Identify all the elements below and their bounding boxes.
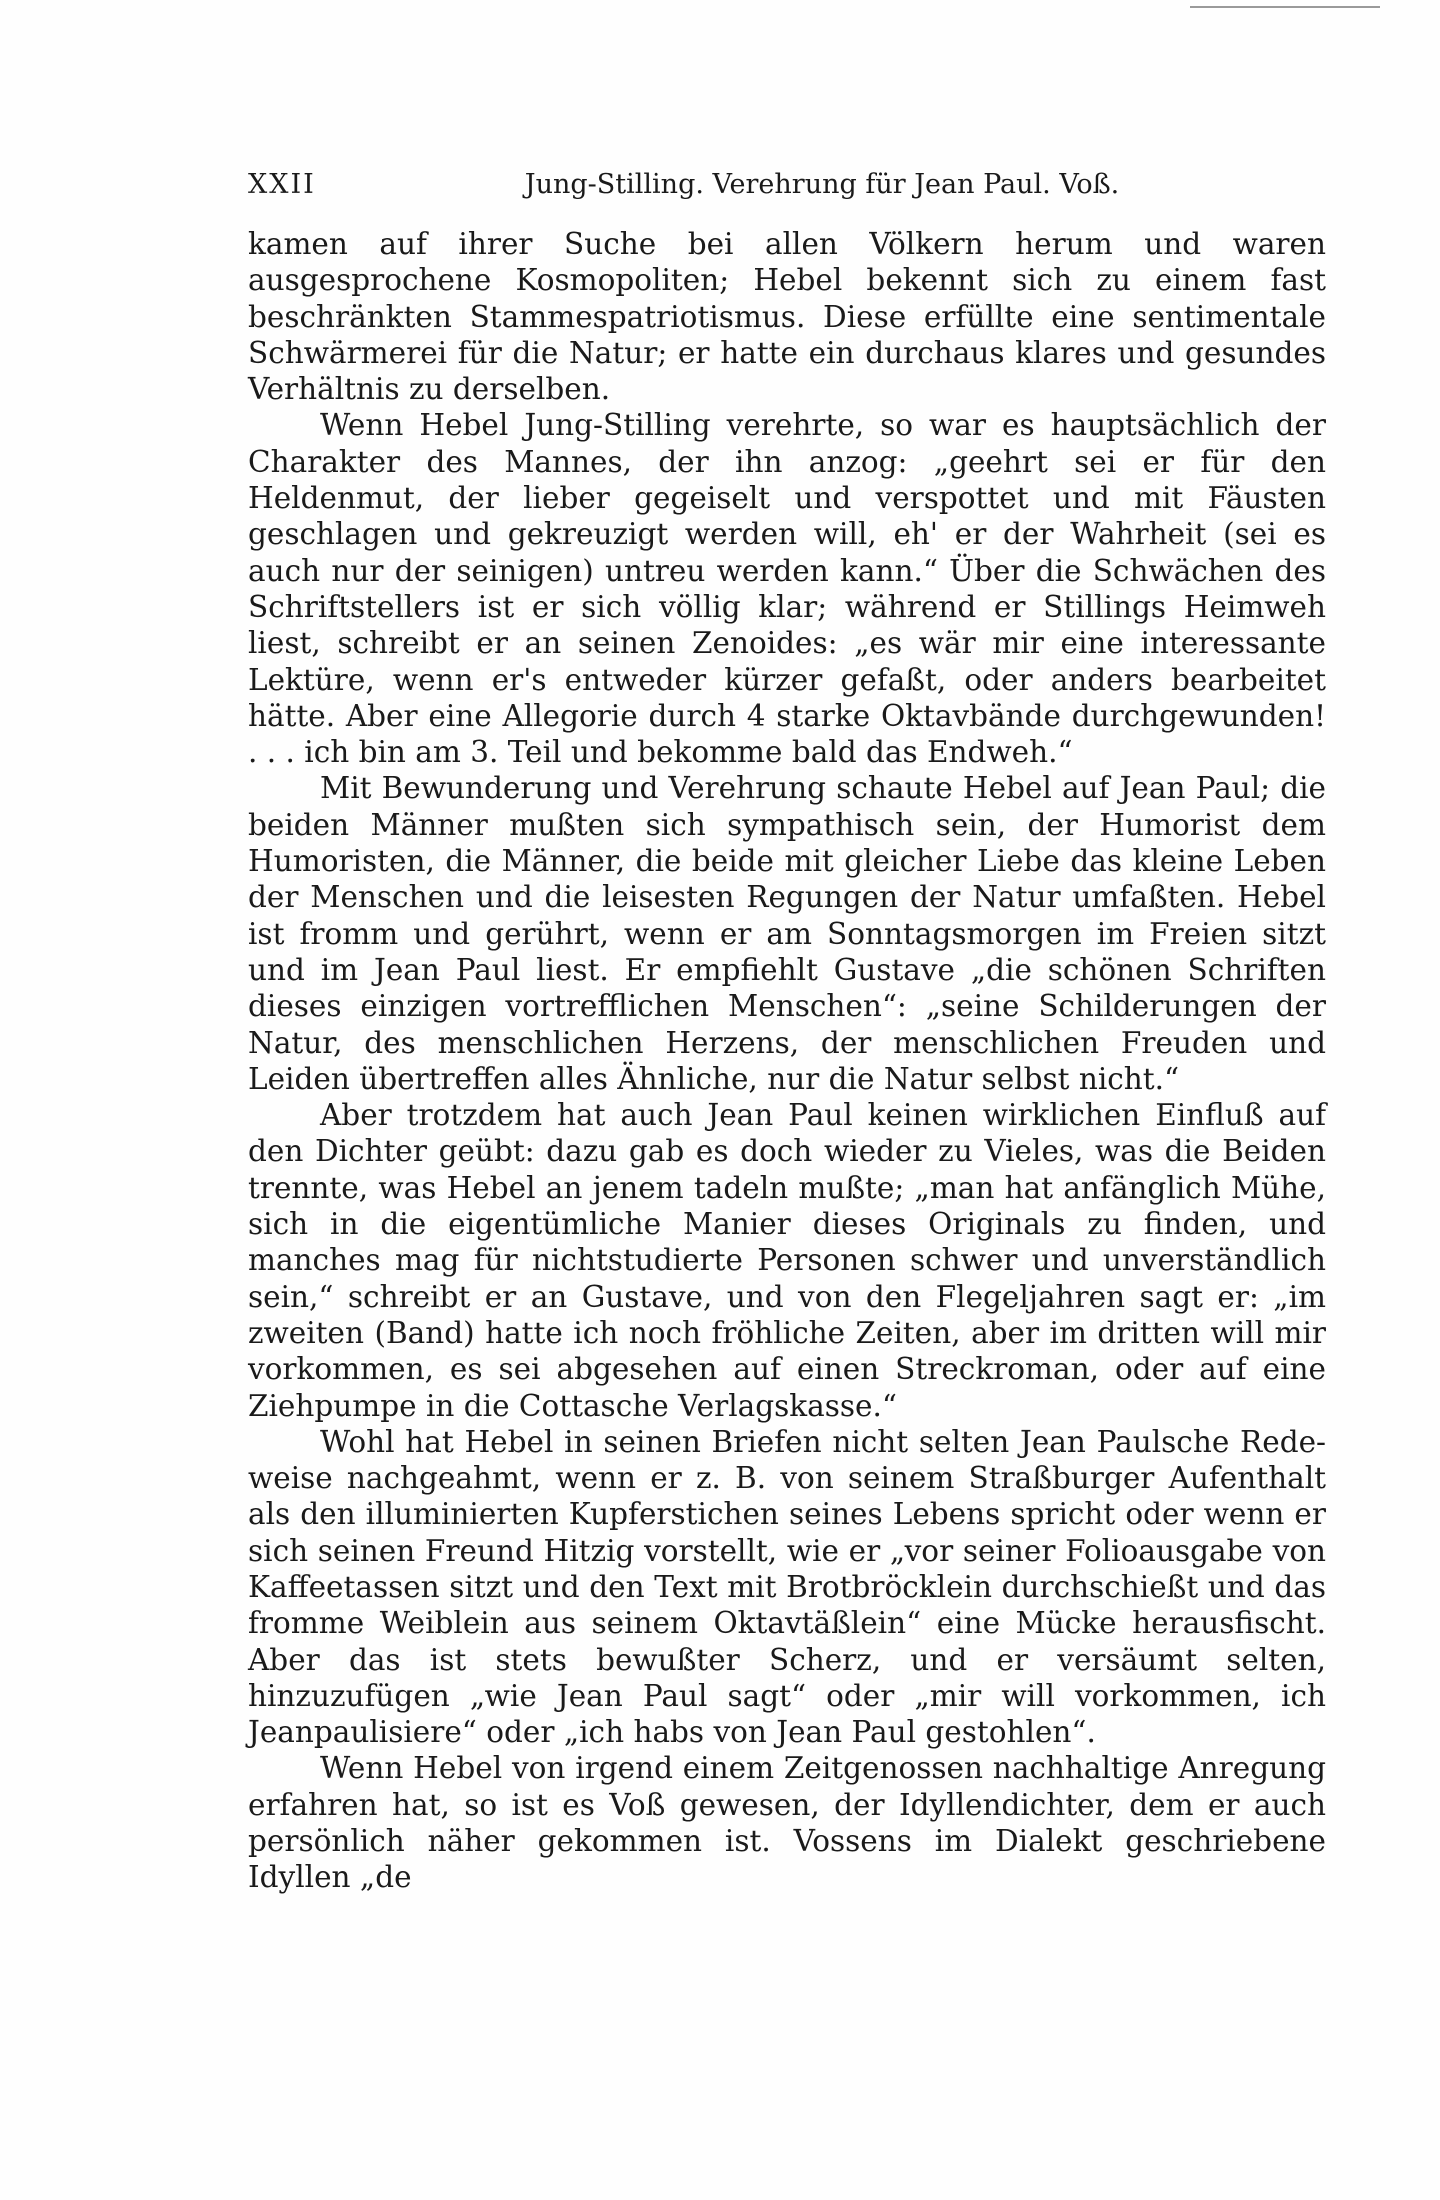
scan-edge-line bbox=[1190, 6, 1380, 8]
page-number: XXII bbox=[248, 169, 316, 200]
paragraph: Aber trotzdem hat auch Jean Paul keinen wirklichen Einfluß auf den Dichter geübt: dazu gab es doch wieder zu Vieles, was die Beiden trennte, was Hebel an jenem tadeln mußte; „man hat anfänglich Mühe, sich in die eigentümliche Manier dieses Originals zu finden, und manches mag für nichtstudierte Personen schwer und unverständlich sein,“ schreibt er an Gustave, und von den Flegeljahren sagt er: „im zweiten (Band) hatte ich noch fröhliche Zeiten, aber im dritten will mir vorkommen, es sei abgesehen auf einen Streckroman, oder auf eine Ziehpumpe in die Cottasche Verlagskasse.“ bbox=[248, 1098, 1326, 1423]
paragraph: Wohl hat Hebel in seinen Briefen nicht selten Jean Paulsche Redeweise nachgeahmt, wenn er z. B. von seinem Straßburger Aufenthalt als den illuminierten Kupferstichen seines Lebens spricht oder wenn er sich seinen Freund Hitzig vorstellt, wie er „vor seiner Folioausgabe von Kaffeetassen sitzt und den Text mit Brotbröcklein durchschießt und das fromme Weiblein aus seinem Oktavtäßlein“ eine Mücke herausfischt. Aber das ist stets bewußter Scherz, und er versäumt selten, hinzuzufügen „wie Jean Paul sagt“ oder „mir will vorkommen, ich Jeanpaulisiere“ oder „ich habs von Jean Paul gestohlen“. bbox=[248, 1424, 1326, 1750]
paragraph: Wenn Hebel Jung-Stilling verehrte, so war es hauptsächlich der Charakter des Mannes, der ihn anzog: „geehrt sei er für den Heldenmut, der lieber gegeiselt und verspottet und mit Fäusten geschlagen und gekreuzigt werden will, eh' er der Wahrheit (sei es auch nur der seinigen) untreu werden kann.“ Über die Schwächen des Schriftstellers ist er sich völlig klar; während er Stillings Heimweh liest, schreibt er an seinen Zenoides: „es wär mir eine interessante Lektüre, wenn er's entweder kürzer gefaßt, oder anders bearbeitet hätte. Aber eine Allegorie durch 4 starke Oktavbände durchgewunden! . . . ich bin am 3. Teil und bekomme bald das Endweh.“ bbox=[248, 408, 1326, 770]
paragraph: Wenn Hebel von irgend einem Zeitgenossen nachhaltige Anregung erfahren hat, so ist es Voß gewesen, der Idyllendichter, dem er auch persönlich näher gekommen ist. Vossens im Dialekt geschriebene Idyllen „de bbox=[248, 1751, 1326, 1895]
paragraph: Mit Bewunderung und Verehrung schaute Hebel auf Jean Paul; die beiden Männer mußten sich sympathisch sein, der Humorist dem Humoristen, die Männer, die beide mit gleicher Liebe das kleine Leben der Menschen und die leisesten Regungen der Natur umfaßten. Hebel ist fromm und gerührt, wenn er am Sonntagsmorgen im Freien sitzt und im Jean Paul liest. Er empfiehlt Gustave „die schönen Schriften dieses einzigen vortrefflichen Menschen“: „seine Schilderungen der Natur, des menschlichen Herzens, der menschlichen Freuden und Leiden übertreffen alles Ähnliche, nur die Natur selbst nicht.“ bbox=[248, 771, 1326, 1096]
body-text bbox=[248, 226, 1326, 1896]
page-header bbox=[248, 165, 1326, 205]
paragraph: kamen auf ihrer Suche bei allen Völkern herum und waren ausgesprochene Kosmopoliten; Hebel bekennt sich zu einem fast beschränkten Stammespatriotismus. Diese erfüllte eine sentimentale Schwärmerei für die Natur; er hatte ein durchaus klares und gesundes Verhältnis zu derselben. bbox=[248, 227, 1326, 407]
running-title: Jung-Stilling. Verehrung für Jean Paul. Voß. bbox=[524, 169, 1120, 200]
